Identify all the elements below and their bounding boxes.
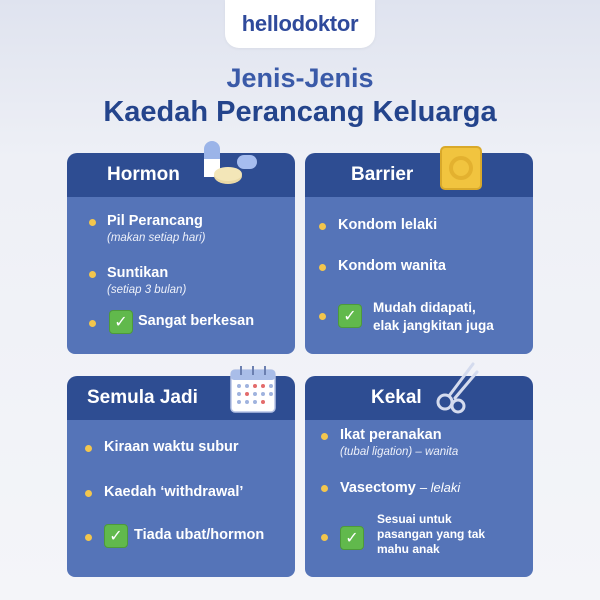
bullet	[319, 313, 326, 320]
card-header	[305, 153, 533, 197]
bullet	[89, 271, 96, 278]
logo-tab	[225, 0, 375, 48]
card-title: Kekal	[371, 387, 422, 408]
item-sub: (tubal ligation) – wanita	[340, 446, 459, 458]
bullet	[321, 534, 328, 541]
bullet	[321, 485, 328, 492]
bullet	[85, 534, 92, 541]
condom-icon	[439, 145, 483, 191]
check-mark-icon: ✓	[338, 304, 362, 328]
item-sub: (makan setiap hari)	[107, 232, 206, 244]
bullet	[89, 320, 96, 327]
item-label: Sangat berkesan	[138, 313, 255, 329]
card-barrier	[305, 153, 533, 354]
item-label-main: Vasectomy	[340, 480, 416, 496]
item-label: Ikat peranakan	[340, 427, 442, 443]
bullet	[319, 264, 326, 271]
item-label: Kaedah ‘withdrawal’	[104, 484, 244, 500]
item-label: Kondom wanita	[338, 258, 446, 274]
item-label: Mudah didapati,	[373, 300, 476, 315]
bullet	[89, 219, 96, 226]
item-label-line-2: pasangan yang tak	[377, 527, 486, 541]
item-label: Suntikan	[107, 265, 169, 281]
item-label-line-2: elak jangkitan juga	[373, 318, 494, 333]
bullet	[321, 433, 328, 440]
bullet	[85, 490, 92, 497]
page-title-line-2: Kaedah Perancang Keluarga	[103, 96, 497, 128]
card-semula-jadi	[67, 376, 295, 577]
check-mark-icon: ✓	[109, 310, 133, 334]
item-label: Sesuai untuk	[377, 512, 452, 526]
item-label-inline: – lelaki	[419, 480, 461, 495]
item-label: Kondom lelaki	[338, 217, 438, 233]
card-hormon	[67, 153, 295, 354]
item-sub: (setiap 3 bulan)	[107, 284, 187, 296]
item-label: Kiraan waktu subur	[104, 439, 239, 455]
item-label: Tiada ubat/hormon	[134, 527, 265, 543]
card-header	[305, 376, 533, 420]
pill-icon	[201, 141, 261, 193]
item-label	[340, 479, 460, 497]
scissors-icon	[433, 362, 481, 414]
item-label-line-3: mahu anak	[377, 542, 440, 556]
card-title: Hormon	[107, 164, 180, 185]
card-kekal	[305, 376, 533, 577]
bullet	[319, 223, 326, 230]
check-mark-icon: ✓	[340, 526, 364, 550]
calendar-icon	[229, 364, 277, 414]
card-title: Semula Jadi	[87, 387, 198, 408]
bullet	[85, 445, 92, 452]
item-label: Pil Perancang	[107, 213, 203, 229]
page-title-line-1: Jenis-Jenis	[226, 63, 374, 93]
check-mark-icon: ✓	[104, 524, 128, 548]
hellodoktor-logo: hellodoktor	[241, 11, 359, 36]
card-title: Barrier	[351, 164, 414, 185]
